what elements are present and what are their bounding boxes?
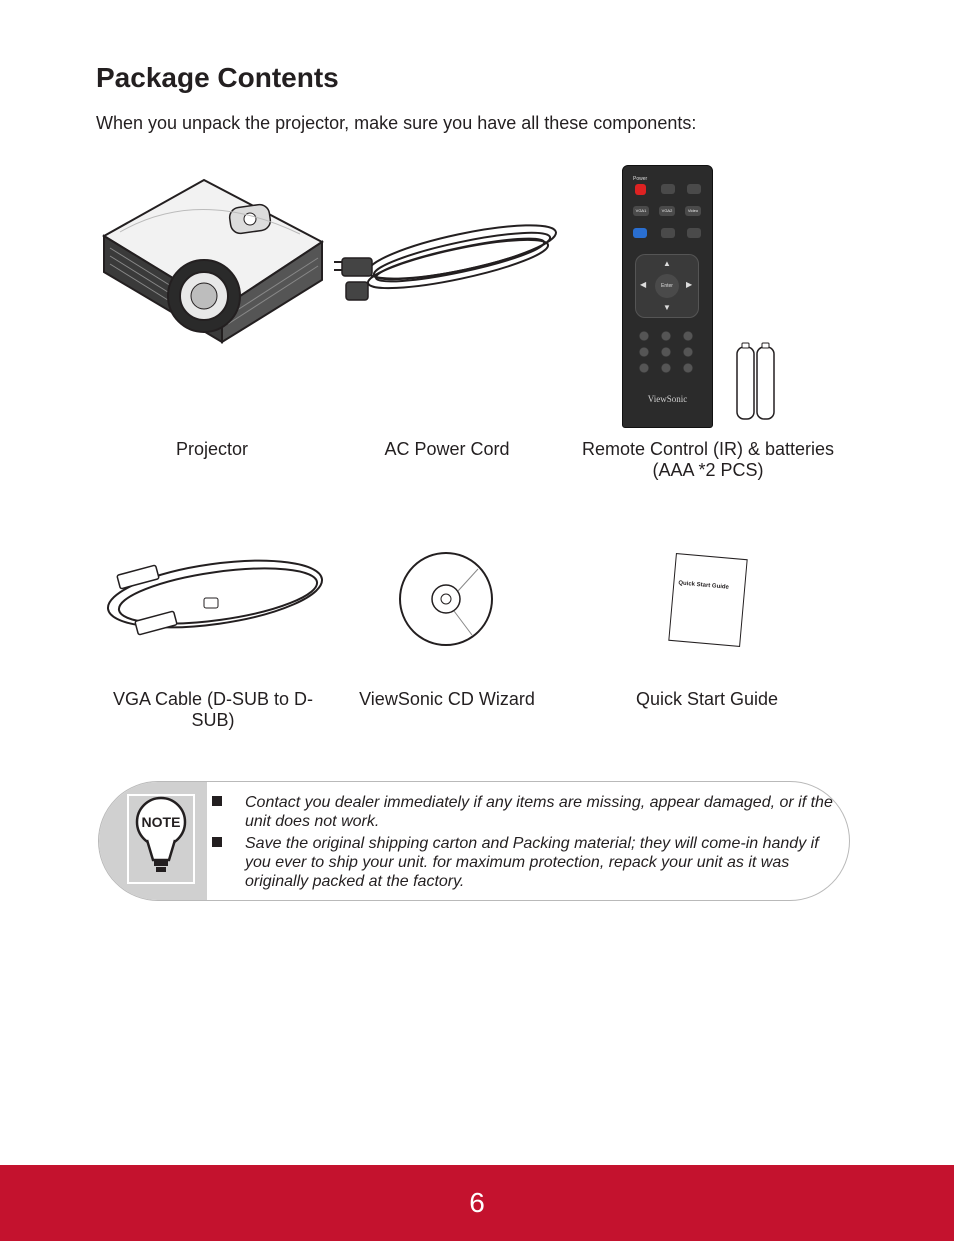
note-box xyxy=(98,781,850,901)
note-item-text: Contact you dealer immediately if any items are missing, appear damaged, or if the unit does not work. xyxy=(245,794,833,830)
caption-remote: Remote Control (IR) & batteries (AAA *2 PCS) xyxy=(581,439,835,480)
intro-text: When you unpack the projector, make sure you have all these components: xyxy=(96,113,697,133)
page-title: Package Contents xyxy=(96,62,339,93)
note-list xyxy=(209,793,839,894)
note-lightbulb-icon xyxy=(127,794,195,888)
caption-guide: Quick Start Guide xyxy=(635,689,779,709)
vga-cable-image xyxy=(100,546,326,642)
caption-projector: Projector xyxy=(175,439,249,459)
note-side-panel xyxy=(99,782,207,900)
bullet-icon xyxy=(212,796,222,806)
page-number: 6 xyxy=(469,1187,485,1218)
bullet-icon xyxy=(212,837,222,847)
remote-brand-label: ViewSonic xyxy=(647,394,688,404)
remote-control-image: Power VGA1 VGA2 Video Enter ▲ ▼ ◀ ▶ ViewSonic xyxy=(622,165,713,428)
note-badge-text: NOTE xyxy=(141,814,181,830)
footer-bar xyxy=(0,1165,954,1241)
caption-cd: ViewSonic CD Wizard xyxy=(359,689,535,709)
note-item xyxy=(209,834,839,891)
note-item xyxy=(209,793,839,831)
remote-enter-button: Enter xyxy=(655,274,679,298)
caption-vga-cable: VGA Cable (D-SUB to D-SUB) xyxy=(112,689,314,730)
remote-vga2-button: VGA2 xyxy=(659,206,675,216)
remote-video-button: Video xyxy=(685,206,701,216)
remote-power-label: Power xyxy=(633,176,648,182)
quick-start-guide-image xyxy=(668,553,747,647)
power-cord-image xyxy=(332,210,562,305)
caption-power-cord: AC Power Cord xyxy=(384,439,510,459)
note-item-text: Save the original shipping carton and Packing material; they will come-in handy if you ever to ship your unit. for maximum protection, repack your unit as it was originally packed at the factory. xyxy=(245,835,819,890)
remote-power-button xyxy=(635,184,646,195)
batteries-image xyxy=(735,342,777,422)
cd-image xyxy=(398,551,494,647)
guide-cover-title: Quick Start Guide xyxy=(678,580,730,591)
projector-image xyxy=(100,176,326,346)
remote-vga1-button: VGA1 xyxy=(633,206,649,216)
